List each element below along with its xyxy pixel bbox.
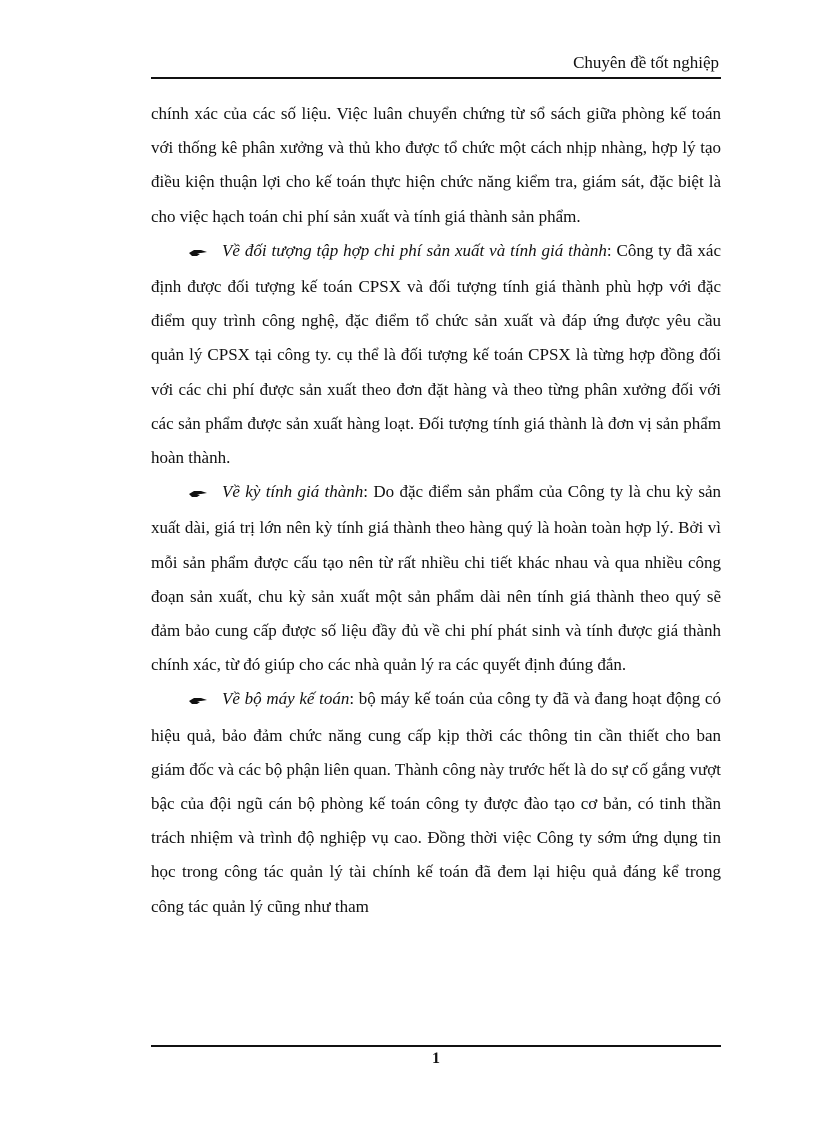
section-body: : bộ máy kế toán của công ty đã và đang hoạt động có hiệu quả, bảo đảm chức năng cung cấp kịp thời các thông tin cần thiết cho ban giám đốc và các bộ phận liên quan. Thành công này trước hết là do sự cố gắng vượt bậc của đội ngũ cán bộ phòng kế toán công ty được đào tạo cơ bản, có tinh thần trách nhiệm và trình độ nghiệp vụ cao. Đồng thời việc Công ty sớm ứng dụng tin học trong công tác quản lý tài chính kế toán đã đem lại hiệu quả đáng kể trong công tác quản lý cũng như tham <box>151 689 721 916</box>
section-body: : Công ty đã xác định được đối tượng kế toán CPSX và đối tượng tính giá thành phù hợp với đặc điểm quy trình công nghệ, đặc điểm tổ chức sản xuất và đáp ứng được yêu cầu quản lý CPSX tại công ty. cụ thể là đối tượng kế toán CPSX là từng hợp đồng đối với các chi phí được sản xuất theo đơn đặt hàng và theo từng phân xưởng đối với các sản phẩm được sản xuất hàng loạt. Đối tượng tính giá thành là đơn vị sản phẩm hoàn thành. <box>151 240 721 468</box>
section-lead: Về kỳ tính giá thành <box>222 482 364 502</box>
pointing-hand-icon <box>188 477 222 511</box>
intro-paragraph: chính xác của các số liệu. Việc luân chuyển chứng từ sổ sách giữa phòng kế toán với thống kê phân xưởng và thủ kho được tổ chức một cách nhịp nhàng, hợp lý tạo điều kiện thuận lợi cho kế toán thực hiện chức năng kiểm tra, giám sát, đặc biệt là cho việc hạch toán chi phí sản xuất và tính giá thành sản phẩm. <box>151 104 721 226</box>
pointing-hand-icon <box>188 236 222 270</box>
footer-divider <box>151 1045 721 1047</box>
section-body: : Do đặc điểm sản phẩm của Công ty là chu kỳ sản xuất dài, giá trị lớn nên kỳ tính giá thành theo hàng quý là hoàn toàn hợp lý. Bởi vì mỗi sản phẩm được cấu tạo nên từ rất nhiều chi tiết khác nhau và qua nhiều công đoạn sản xuất, chu kỳ sản xuất một sản phẩm dài nên tính giá thành theo quý sẽ đảm bảo cung cấp được số liệu đầy đủ về chi phí phát sinh và tính được giá thành chính xác, từ đó giúp cho các nhà quản lý ra các quyết định đúng đắn. <box>151 482 721 675</box>
body-text <box>151 97 721 924</box>
pointing-hand-icon <box>188 684 222 718</box>
header-title: Chuyên đề tốt nghiệp <box>573 53 719 72</box>
header-divider <box>151 77 721 79</box>
section-lead: Về đối tượng tập hợp chi phí sản xuất và tính giá thành <box>222 240 607 260</box>
page-number: 1 <box>432 1050 440 1067</box>
section-paragraph-cost-objects <box>151 234 721 475</box>
section-paragraph-accounting-department <box>151 682 721 923</box>
section-lead: Về bộ máy kế toán <box>222 689 350 709</box>
section-paragraph-costing-period <box>151 475 721 682</box>
